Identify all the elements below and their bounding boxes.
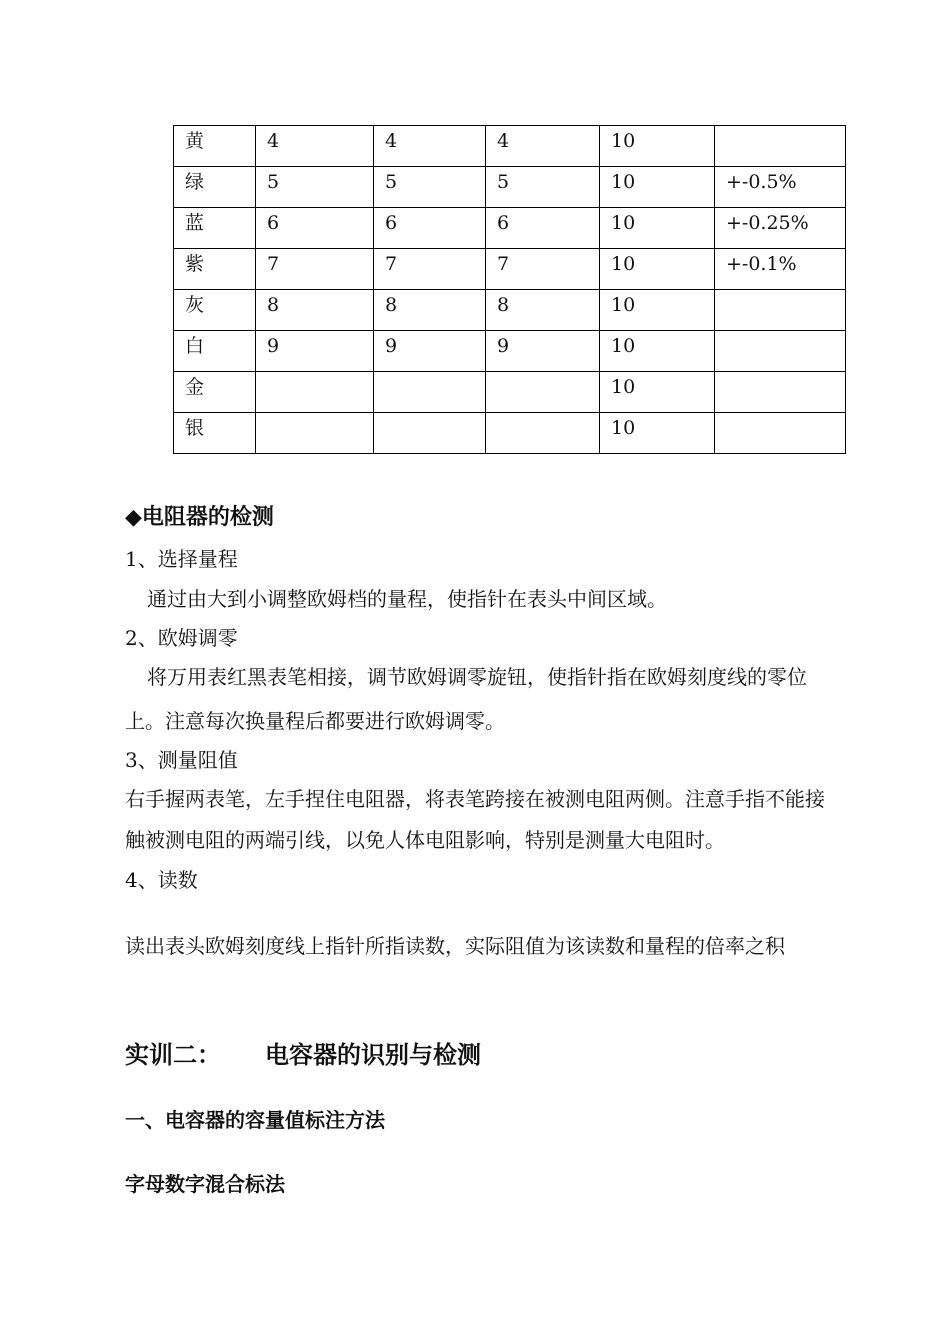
table-row: [174, 331, 846, 372]
table-cell: 金: [174, 372, 256, 413]
table-cell: 6: [256, 208, 374, 249]
table-cell: 8: [374, 290, 486, 331]
table-cell: 10: [600, 372, 715, 413]
table-cell: 灰: [174, 290, 256, 331]
step3-text-line1: 右手握两表笔，左手捏住电阻器，将表笔跨接在被测电阻两侧。注意手指不能接: [125, 787, 825, 811]
table-cell: 白: [174, 331, 256, 372]
table-row: [174, 167, 846, 208]
table-row: [174, 126, 846, 167]
resistor-test-heading: ◆电阻器的检测: [125, 504, 274, 530]
table-cell: 4: [374, 126, 486, 167]
table-cell: 8: [486, 290, 600, 331]
step3-title: 3、测量阻值: [125, 748, 238, 772]
table-cell: 10: [600, 208, 715, 249]
training-heading: [125, 1035, 481, 1070]
step2-text-line2: 上。注意每次换量程后都要进行欧姆调零。: [125, 709, 505, 733]
table-cell: 4: [256, 126, 374, 167]
table-cell: [486, 413, 600, 454]
table-cell: [374, 372, 486, 413]
table-cell: 7: [486, 249, 600, 290]
table-cell: 紫: [174, 249, 256, 290]
table-row: [174, 249, 846, 290]
table-cell: 黄: [174, 126, 256, 167]
table-cell: [715, 372, 846, 413]
step1-text: 通过由大到小调整欧姆档的量程，使指针在表头中间区域。: [147, 587, 667, 611]
table-cell: [715, 126, 846, 167]
table-cell: [715, 413, 846, 454]
table-cell: 10: [600, 290, 715, 331]
step4-title: 4、读数: [125, 868, 198, 892]
table-cell: +-0.5%: [715, 167, 846, 208]
step2-title: 2、欧姆调零: [125, 626, 238, 650]
capacitance-marking-heading: 一、电容器的容量值标注方法: [125, 1108, 385, 1132]
alphanumeric-marking-heading: 字母数字混合标法: [125, 1172, 285, 1196]
color-code-table: [173, 125, 846, 454]
table-cell: 10: [600, 413, 715, 454]
step4-text: 读出表头欧姆刻度线上指针所指读数，实际阻值为该读数和量程的倍率之积: [125, 934, 785, 958]
table-cell: 6: [374, 208, 486, 249]
table-cell: 10: [600, 249, 715, 290]
table-cell: +-0.1%: [715, 249, 846, 290]
table-row: [174, 290, 846, 331]
table-row: [174, 208, 846, 249]
table-cell: 7: [256, 249, 374, 290]
table-cell: [715, 331, 846, 372]
table-cell: 蓝: [174, 208, 256, 249]
table-cell: [256, 372, 374, 413]
table-cell: 9: [374, 331, 486, 372]
table-cell: 绿: [174, 167, 256, 208]
table-cell: 6: [486, 208, 600, 249]
table-cell: 9: [486, 331, 600, 372]
training-title: 电容器的识别与检测: [265, 1040, 481, 1069]
table-cell: [715, 290, 846, 331]
table-cell: 9: [256, 331, 374, 372]
table-cell: [374, 413, 486, 454]
table-cell: 5: [486, 167, 600, 208]
step1-title: 1、选择量程: [125, 547, 238, 571]
table-row: [174, 413, 846, 454]
table-cell: 8: [256, 290, 374, 331]
step3-text-line2: 触被测电阻的两端引线，以免人体电阻影响，特别是测量大电阻时。: [125, 828, 725, 852]
table-cell: 5: [256, 167, 374, 208]
table-cell: [486, 372, 600, 413]
table-cell: [256, 413, 374, 454]
table-cell: 10: [600, 126, 715, 167]
table-row: [174, 372, 846, 413]
table-cell: 5: [374, 167, 486, 208]
table-cell: 10: [600, 167, 715, 208]
step2-text-line1: 将万用表红黑表笔相接，调节欧姆调零旋钮，使指针指在欧姆刻度线的零位: [147, 665, 807, 689]
training-label: 实训二：: [125, 1040, 221, 1069]
table-cell: 7: [374, 249, 486, 290]
table-cell: 4: [486, 126, 600, 167]
table-cell: 银: [174, 413, 256, 454]
table-cell: +-0.25%: [715, 208, 846, 249]
table-cell: 10: [600, 331, 715, 372]
